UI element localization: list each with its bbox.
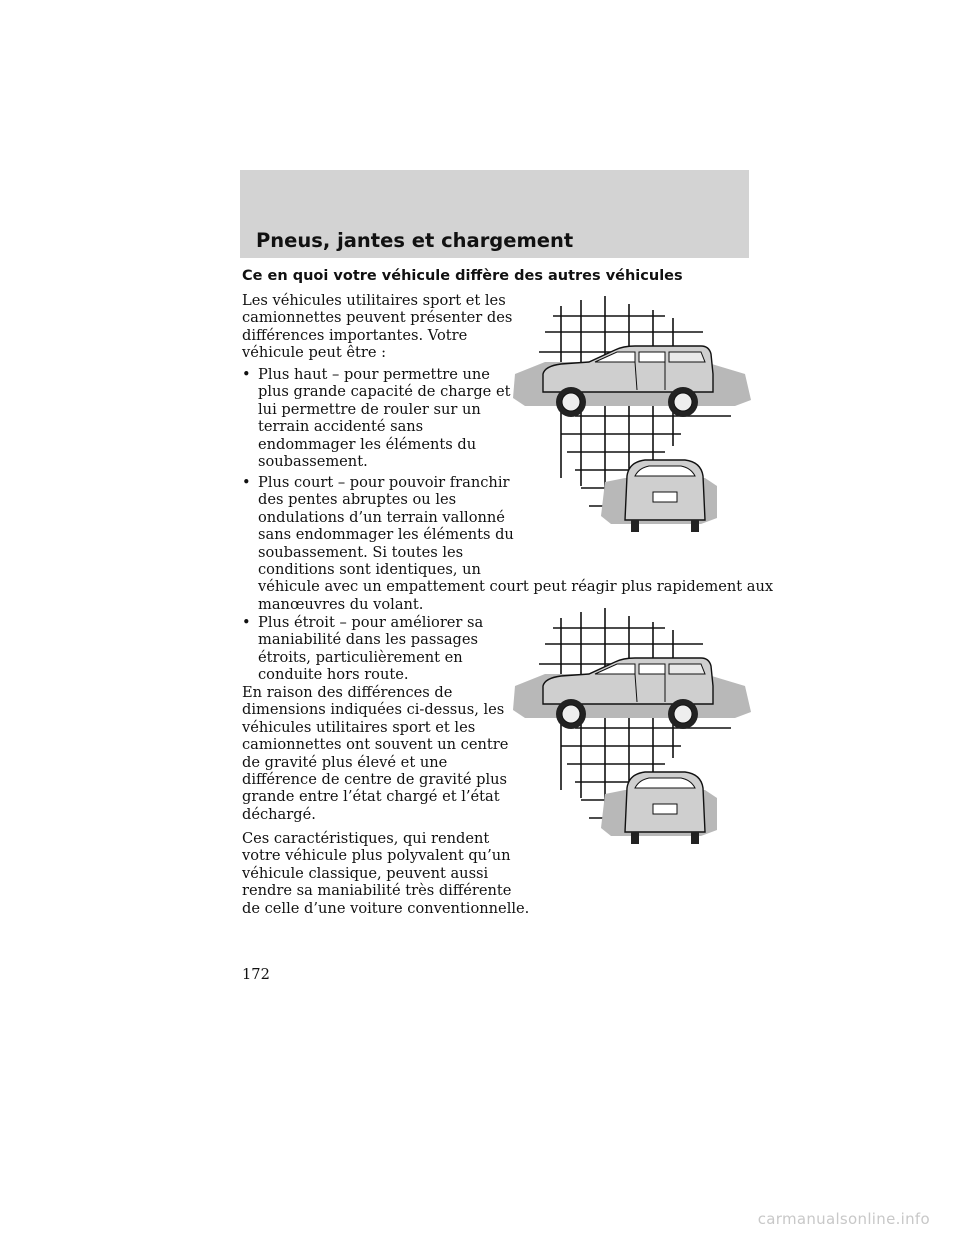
text-line: lui permettre de rouler sur un <box>258 400 481 418</box>
section-heading: Ce en quoi votre véhicule diffère des autres véhicules <box>242 268 683 284</box>
text-line: Les véhicules utilitaires sport et les <box>242 292 506 309</box>
text-line: Plus haut – pour permettre une <box>258 366 490 383</box>
text-line: différences importantes. Votre <box>242 326 468 344</box>
bullet-item-narrower <box>242 614 483 684</box>
text-line: manœuvres du volant. <box>258 595 424 613</box>
section-header-band <box>240 170 749 258</box>
text-line: Ces caractéristiques, qui rendent <box>242 830 490 847</box>
section-title: Pneus, jantes et chargement <box>256 229 574 252</box>
bullet-marker: • <box>242 474 251 491</box>
text-line: camionnettes peuvent présenter des <box>242 309 513 327</box>
text-line: différence de centre de gravité plus <box>242 771 508 789</box>
bullet-item-taller <box>242 366 510 470</box>
text-line: Plus court – pour pouvoir franchir <box>258 474 510 491</box>
page-number: 172 <box>242 966 270 983</box>
text-line: plus grande capacité de charge et <box>258 383 511 401</box>
text-line: rendre sa maniabilité très différente <box>242 882 512 900</box>
text-line: conduite hors route. <box>258 666 409 684</box>
text-line: de gravité plus élevé et une <box>242 753 448 771</box>
license-plate <box>653 804 677 814</box>
text-line: dimensions indiquées ci-dessus, les <box>242 701 505 719</box>
handling-paragraph <box>242 830 529 917</box>
text-line: étroits, particulièrement en <box>258 648 463 666</box>
text-line: soubassement. Si toutes les <box>258 543 464 561</box>
bullet-marker: • <box>242 614 251 631</box>
watermark-text[interactable]: carmanualsonline.info <box>757 1210 930 1228</box>
suv-dimension-illustration <box>505 296 755 546</box>
suv-dimension-illustration-2 <box>505 608 755 858</box>
text-line: des pentes abruptes ou les <box>258 491 457 509</box>
text-line: conditions sont identiques, un <box>258 561 481 579</box>
text-line: En raison des différences de <box>242 684 453 701</box>
text-line: grande entre l’état chargé et l’état <box>242 788 500 806</box>
text-line: véhicule avec un empattement court peut réagir plus rapidement aux <box>258 578 774 596</box>
text-line: véhicules utilitaires sport et les <box>242 718 476 736</box>
text-line: sans endommager les éléments du <box>258 526 514 544</box>
text-line: soubassement. <box>258 453 368 471</box>
text-line: maniabilité dans les passages <box>258 631 478 649</box>
intro-paragraph <box>242 292 512 362</box>
bullet-marker: • <box>242 366 251 383</box>
text-line: véhicule classique, peuvent aussi <box>242 864 489 882</box>
text-line: déchargé. <box>242 805 316 823</box>
text-line: Plus étroit – pour améliorer sa <box>258 614 484 631</box>
text-line: de celle d’une voiture conventionnelle. <box>242 899 530 917</box>
text-line: terrain accidenté sans <box>258 418 424 436</box>
text-line: camionnettes ont souvent un centre <box>242 736 509 754</box>
text-line: endommager les éléments du <box>258 435 477 453</box>
license-plate <box>653 492 677 502</box>
center-of-gravity-paragraph <box>242 684 508 823</box>
text-line: véhicule peut être : <box>242 344 387 362</box>
text-line: ondulations d’un terrain vallonné <box>258 508 505 526</box>
rear-window <box>635 466 695 476</box>
text-line: votre véhicule plus polyvalent qu’un <box>242 847 511 865</box>
